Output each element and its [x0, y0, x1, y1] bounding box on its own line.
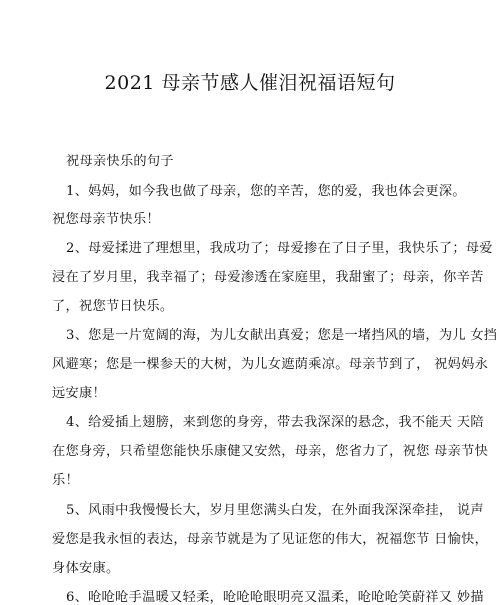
paragraph-line: 6、呛呛呛手温暖又轻柔，呛呛呛眼明亮又温柔，呛呛呛笑蔚祥又 妙描 [66, 590, 484, 605]
paragraph-line: 风避寒；您是一棵参天的大树，为儿女遮荫乘凉。母亲节到了， 祝妈妈永 [52, 357, 489, 372]
paragraph-line: 祝您母亲节快乐！ [52, 212, 160, 227]
paragraph-line: 5、风雨中我慢慢长大，岁月里您满头白发，在外面我深深牵挂， 说声 [66, 503, 484, 518]
paragraph-line: 2、母爱揉进了理想里，我成功了；母爱掺在了日子里，我快乐了；母爱 [66, 241, 493, 256]
paragraph-line: 3、您是一片宽阔的海，为儿女献出真爱；您是一堵挡风的墙，为儿 女挡 [66, 328, 498, 343]
paragraph-line: 远安康！ [52, 386, 106, 401]
paragraph-line: 在您身旁，只希望您能快乐康健又安然，母亲，您省力了，祝您 母亲节快 [52, 444, 489, 459]
paragraph-line: 了，祝您节日快乐。 [52, 299, 174, 314]
paragraph-line: 乐！ [52, 473, 79, 488]
page-title: 2021 母亲节感人催泪祝福语短句 [104, 72, 396, 94]
paragraph-line: 4、给爱插上翅膀，来到您的身旁，带去我深深的悬念，我不能天 天陪 [66, 415, 484, 430]
section-heading: 祝母亲快乐的句子 [66, 154, 174, 169]
paragraph-line: 身体安康。 [52, 561, 120, 576]
paragraph-line: 1、妈妈，如今我也做了母亲，您的辛苦，您的爱，我也体会更深。 [66, 184, 466, 199]
paragraph-line: 爱您是我永恒的表达，母亲节就是为了见证您的伟大，祝福您节 日愉快， [52, 532, 489, 547]
paragraph-line: 浸在了岁月里，我幸福了；母爱渗透在家庭里，我甜蜜了；母亲，你辛苦 [52, 270, 484, 285]
